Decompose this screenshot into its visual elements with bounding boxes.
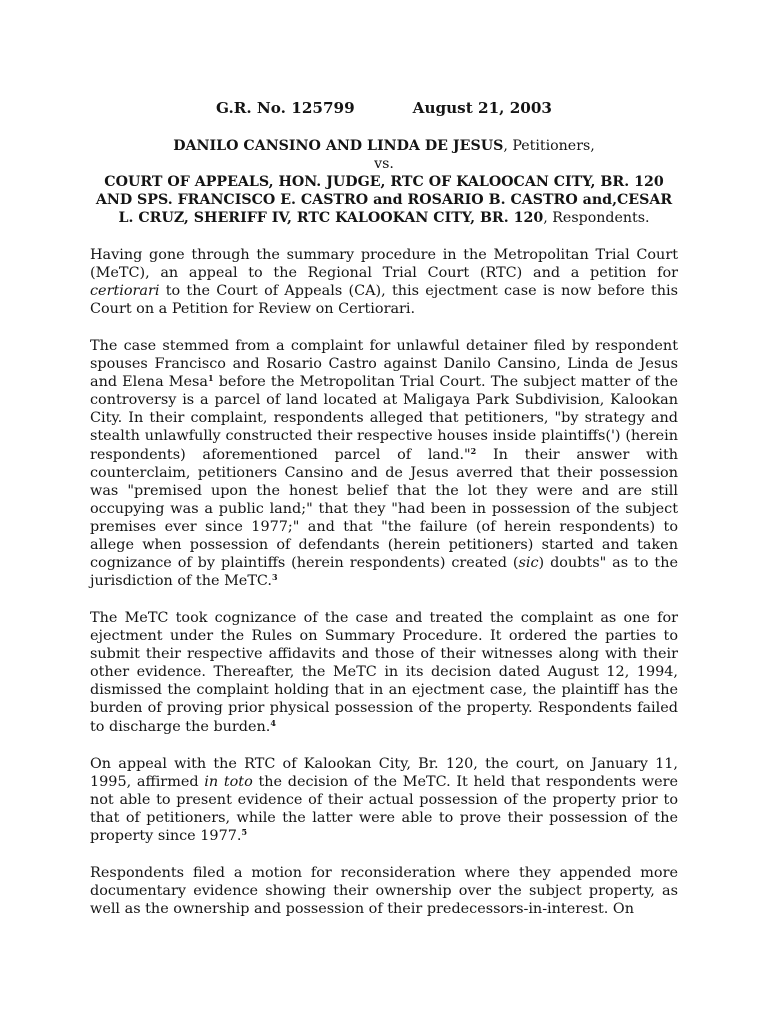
paragraph-4-italic-in-toto: in toto (204, 774, 253, 791)
footnote-ref-2[interactable]: 2 (470, 445, 477, 456)
paragraph-2-text-c: In their answer with counterclaim, petitioners Cansino and de Jesus averred that their possession was "premised upon the honest belief that the lot they were and are still occupying was a public land;" that they "had been in possession of the subject premises ever since 1977;" and that "the failure (of herein respondents) to allege when possession of defendants (herein petitioners) started and taken cognizance of by plaintiffs (herein respondents) created ( (90, 446, 678, 572)
paragraph-2-text-e: ) doubts" as to the jurisdiction of the MeTC. (90, 555, 678, 590)
paragraph-4 (90, 755, 678, 845)
paragraph-4-text-c: the decision of the MeTC. It held that respondents were not able to present evidence of their actual possession of the property prior to that of petitioners, while the latter were able to prove their possession of the property since 1977. (90, 774, 678, 845)
paragraph-2-text-a: The case stemmed from a complaint for unlawful detainer filed by respondent spouses Francisco and Rosario Castro against Danilo Cansino, Linda de Jesus and Elena Mesa (90, 338, 678, 391)
respondents-names: COURT OF APPEALS, HON. JUDGE, RTC OF KALOOCAN CITY, BR. 120 AND SPS. FRANCISCO E. CASTRO and ROSARIO B. CASTRO and,CESAR L. CRUZ, SHERIFF IV, RTC KALOOKAN CITY, BR. 120 (95, 174, 673, 226)
footnote-ref-5[interactable]: 5 (241, 827, 248, 838)
gr-number: G.R. No. 125799 (216, 99, 355, 117)
paragraph-2-italic-sic: sic (518, 555, 539, 572)
paragraph-1-text-c: to the Court of Appeals (CA), this ejectment case is now before this Court on a Petition for Review on Certiorari. (90, 283, 678, 318)
footnote-ref-3[interactable]: 3 (272, 572, 278, 583)
case-header (90, 99, 678, 117)
respondents-role: , Respondents. (543, 210, 650, 226)
paragraph-3-text-a: The MeTC took cognizance of the case and treated the complaint as one for ejectment under the Rules on Summary Procedure. It ordered the parties to submit their respective affidavits and those of their witnesses along with their other evidence. Thereafter, the MeTC in its decision dated August 12, 1994, dismissed the complaint holding that in an ejectment case, the plaintiff has the burden of proving prior physical possession of the property. Respondents failed to discharge the burden. (90, 610, 678, 735)
paragraph-5-text-a: Respondents filed a motion for reconsideration where they appended more documentary evidence showing their ownership over the subject property, as well as the ownership and possession of their predecessors-in-interest. On (90, 865, 678, 918)
paragraph-1-text-a: Having gone through the summary procedure in the Metropolitan Trial Court (MeTC), an appeal to the Regional Trial Court (RTC) and a petition for (90, 247, 678, 282)
paragraph-1-italic-certiorari: certiorari (90, 283, 160, 300)
paragraph-3 (90, 609, 678, 736)
petitioners-role: , Petitioners, (503, 138, 595, 154)
footnote-ref-4[interactable]: 4 (270, 717, 276, 728)
respondents-line (90, 173, 678, 227)
paragraph-5 (90, 864, 678, 918)
paragraph-2-text-b: before the Metropolitan Trial Court. The subject matter of the controversy is a parcel of land located at Maligaya Park Subdivision, Kalookan City. In their complaint, respondents alleged that petitioners, "by strategy and stealth unlawfully constructed their respective houses inside plaintiffs(') (herein respondents) aforementioned parcel of land." (90, 374, 679, 463)
paragraph-4-text-a: On appeal with the RTC of Kalookan City, Br. 120, the court, on January 11, 1995, affirmed (90, 756, 678, 791)
paragraph-2 (90, 337, 678, 590)
petitioners-line (90, 137, 678, 155)
versus-line: vs. (374, 156, 394, 172)
paragraph-1 (90, 246, 678, 318)
decision-date: August 21, 2003 (412, 99, 552, 117)
footnote-ref-1[interactable]: 1 (208, 373, 214, 384)
petitioners-names: DANILO CANSINO AND LINDA DE JESUS (173, 138, 504, 154)
